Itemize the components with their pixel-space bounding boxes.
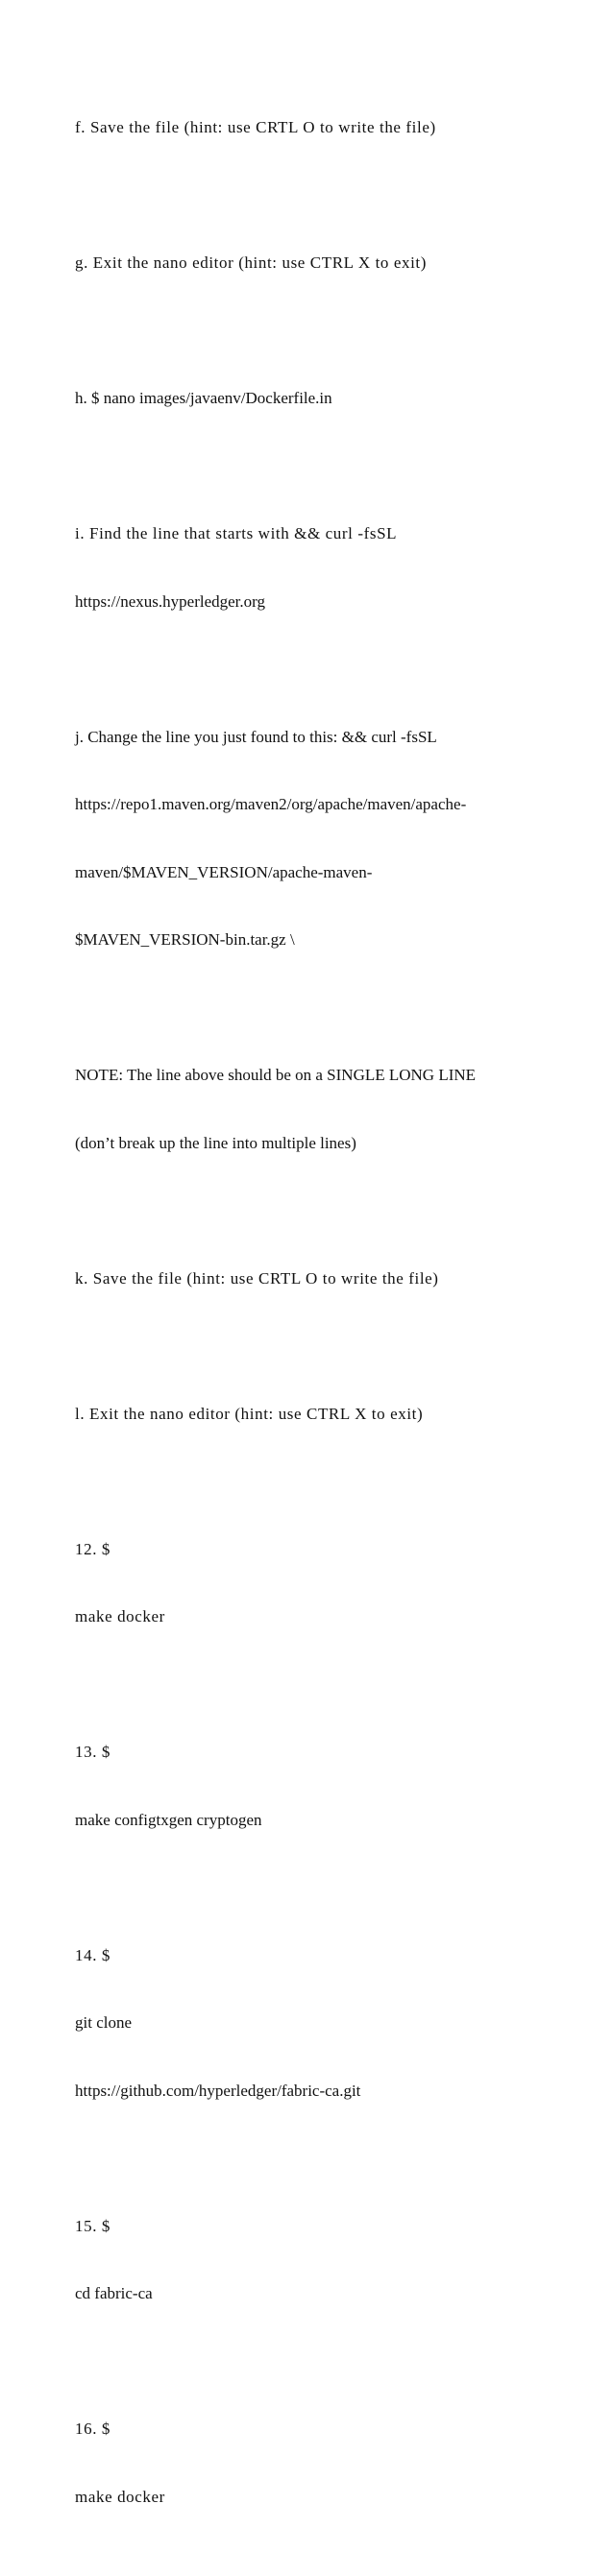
step-g-line: g. Exit the nano editor (hint: use CTRL X to exit): [75, 253, 428, 272]
step-l: [75, 1358, 575, 1471]
step-16: [75, 2372, 575, 2553]
step-i-line-2: https://nexus.hyperledger.org: [75, 591, 265, 611]
step-i: [75, 477, 575, 658]
step-j: [75, 681, 575, 997]
step-f: [75, 71, 575, 184]
step-k-line: k. Save the file (hint: use CRTL O to write the file): [75, 1268, 439, 1288]
step-j-line-4: $MAVEN_VERSION-bin.tar.gz \: [75, 930, 295, 949]
step-j-line-1: j. Change the line you just found to this: && curl -fsSL: [75, 727, 437, 746]
note: [75, 1019, 575, 1199]
step-16-command: make docker: [75, 2487, 165, 2506]
step-k: [75, 1222, 575, 1336]
step-15: [75, 2170, 575, 2350]
step-14: [75, 1899, 575, 2148]
step-h: [75, 342, 575, 455]
step-h-line: h. $ nano images/javaenv/Dockerfile.in: [75, 389, 332, 407]
step-15-command: cd fabric-ca: [75, 2284, 153, 2302]
step-12-number: 12. $: [75, 1539, 110, 1558]
step-g: [75, 206, 575, 320]
step-j-line-2: https://repo1.maven.org/maven2/org/apache/maven/apache-: [75, 795, 467, 813]
step-16-number: 16. $: [75, 2420, 110, 2438]
note-line-1: NOTE: The line above should be on a SINGLE LONG LINE: [75, 1066, 477, 1084]
step-i-line-1: i. Find the line that starts with && curl -fsSL: [75, 524, 398, 542]
step-13-command: make configtxgen cryptogen: [75, 1810, 262, 1829]
step-12: [75, 1493, 575, 1673]
step-14-command: git clone: [75, 2013, 133, 2032]
step-f-line: f. Save the file (hint: use CRTL O to write the file): [75, 118, 436, 136]
step-12-command: make docker: [75, 1607, 165, 1625]
step-13: [75, 1696, 575, 1876]
document-body: [75, 71, 575, 2576]
step-15-number: 15. $: [75, 2216, 110, 2235]
step-14-url: https://github.com/hyperledger/fabric-ca.git: [75, 2081, 361, 2100]
step-14-number: 14. $: [75, 1945, 110, 1964]
step-j-line-3: maven/$MAVEN_VERSION/apache-maven-: [75, 862, 373, 881]
note-line-2: (don’t break up the line into multiple lines): [75, 1133, 356, 1152]
step-l-line: l. Exit the nano editor (hint: use CTRL X to exit): [75, 1404, 424, 1423]
step-13-number: 13. $: [75, 1743, 110, 1761]
